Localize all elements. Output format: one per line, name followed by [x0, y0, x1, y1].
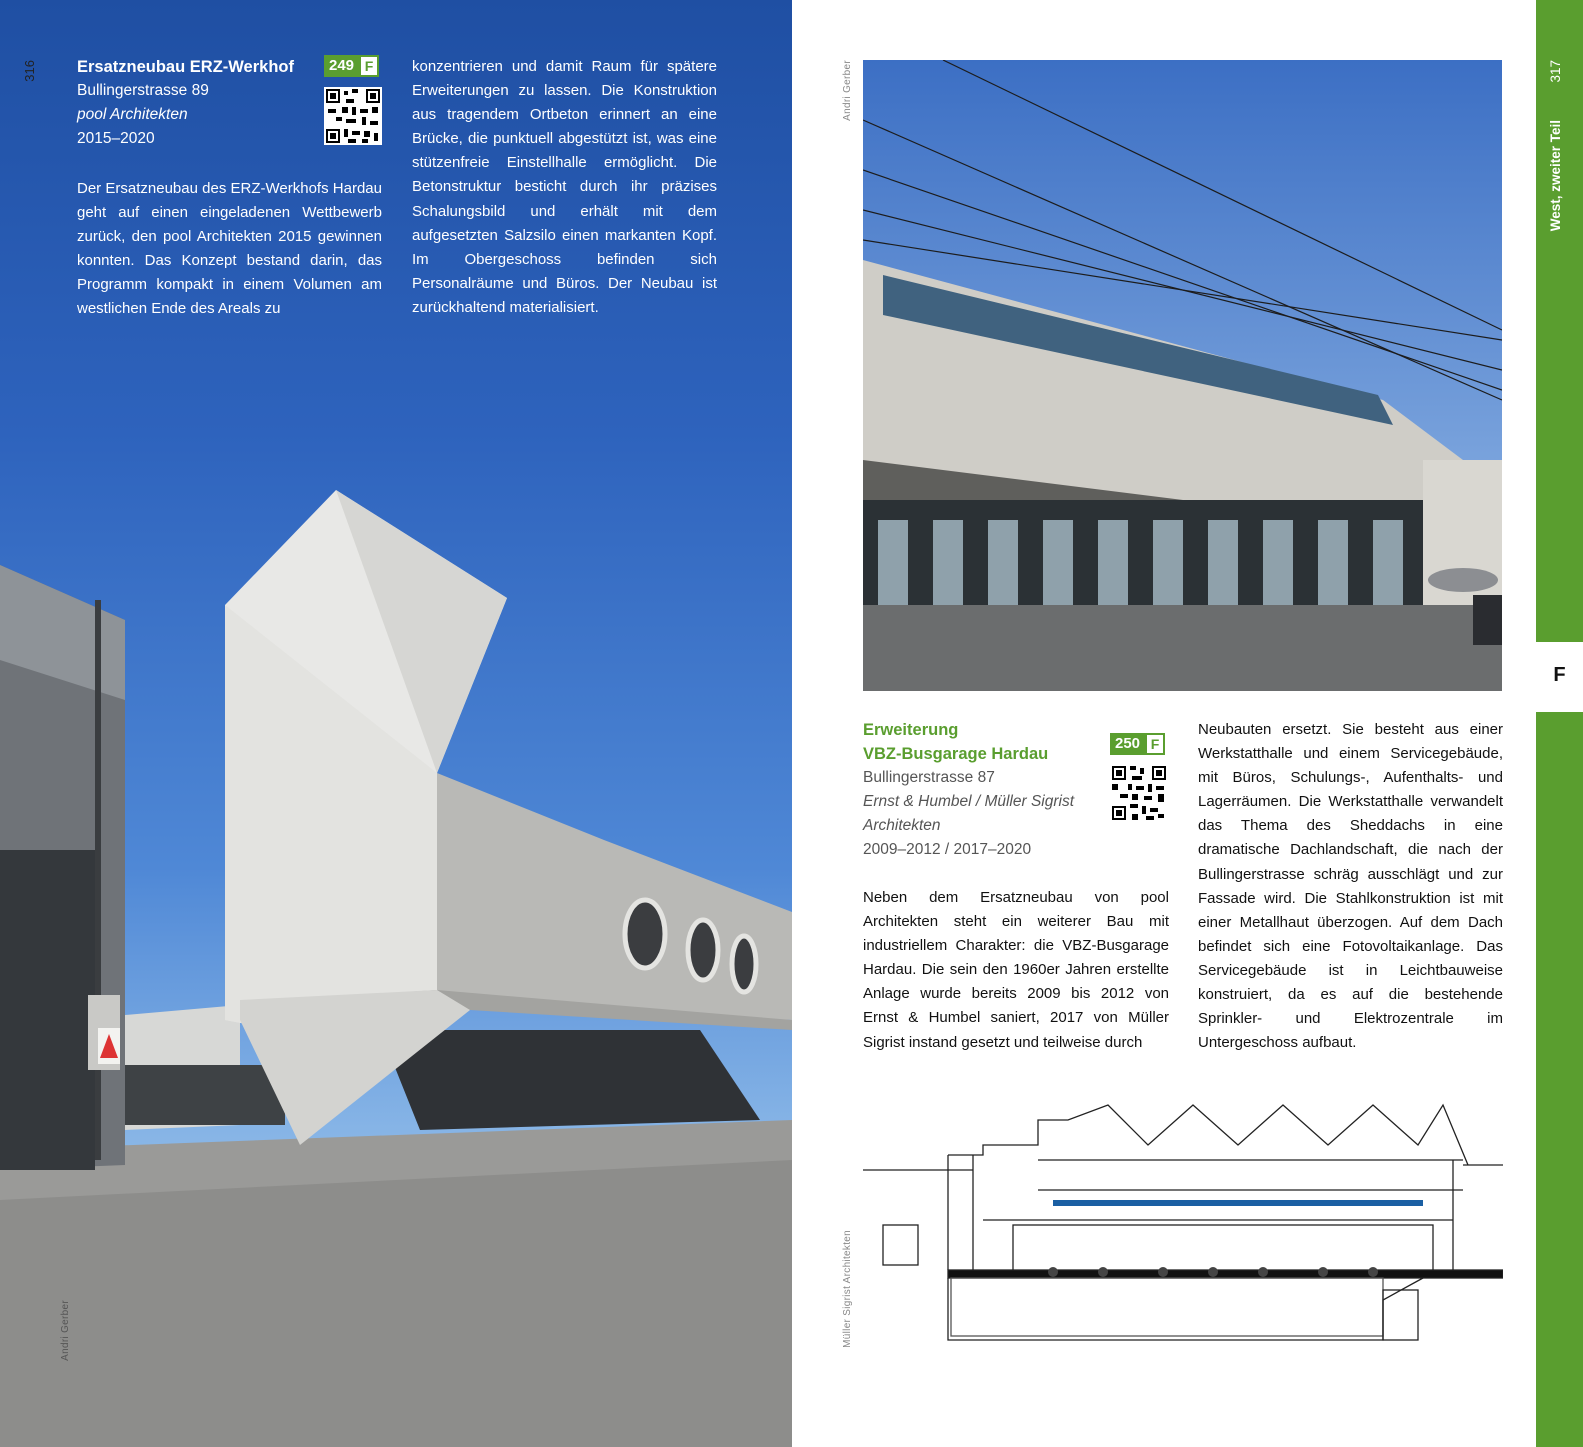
- badge-letter: F: [1145, 733, 1165, 755]
- entry-badge: [1110, 733, 1165, 755]
- badge-number: 249: [324, 55, 359, 77]
- section-tab-bottom: [1536, 712, 1583, 1447]
- photo-credit: Andri Gerber: [60, 1300, 71, 1361]
- entry-header: [863, 718, 1113, 862]
- section-drawing: [863, 1100, 1503, 1380]
- entry-badge: [324, 55, 379, 77]
- entry-title-line2: VBZ-Busgarage Hardau: [863, 745, 1049, 763]
- entry-text-col2: konzentrieren und damit Raum für spätere Erweiterungen zu lassen. Die Konstruktion aus tragendem Ortbeton erinnert an eine Brücke, die punktuell abgestützt ist, was eine stützenfreie Einstellhalle ermöglicht. Die Betonstruktur besticht durch ihr präzises Schalungsbild und erhält mit dem aufgesetzten Salzsilo einen markanten Kopf. Im Obergeschoss befinden sich Personalräume und Büros. Der Neubau ist zurückhaltend materialisiert.: [412, 58, 717, 316]
- entry-header: [77, 55, 317, 151]
- section-letter: F: [1553, 664, 1566, 686]
- qr-code-icon[interactable]: [324, 87, 382, 145]
- right-page: [792, 0, 1583, 1447]
- entry-years: 2015–2020: [77, 130, 155, 147]
- entry-text-col1: Neben dem Ersatzneubau von pool Architekten steht ein weiterer Bau mit industriellem Charakter: die VBZ-Busgarage Hardau. Die sein den 1960er Jahren erstellte Anlage wurde bereits 2009 bis 2012 von Ernst & Humbel saniert, 2017 von Müller Sigrist instand gesetzt und teilweise durch: [863, 889, 1169, 1051]
- entry-years: 2009–2012 / 2017–2020: [863, 841, 1032, 858]
- entry-title: Ersatzneubau ERZ-Werkhof: [77, 58, 294, 76]
- entry-address: Bullingerstrasse 89: [77, 82, 209, 99]
- entry-title-line1: Erweiterung: [863, 721, 959, 739]
- page-number: 317: [1548, 60, 1563, 83]
- entry-architect-line2: Architekten: [863, 817, 941, 834]
- entry-architect: pool Architekten: [77, 106, 188, 123]
- badge-letter: F: [359, 55, 379, 77]
- qr-code-icon[interactable]: [1110, 764, 1168, 822]
- entry-text-col1: Der Ersatzneubau des ERZ-Werkhofs Hardau geht auf einen eingeladenen Wettbewerb zurück, den pool Architekten 2015 gewinnen konnten. Das Konzept bestand darin, das Programm kompakt in einem Volumen am westlichen Ende des Areals zu: [77, 180, 382, 318]
- badge-number: 250: [1110, 733, 1145, 755]
- plan-credit: Müller Sigrist Architekten: [842, 1230, 853, 1348]
- photo-credit: Andri Gerber: [842, 60, 853, 121]
- page-number: 316: [22, 60, 37, 82]
- entry-address: Bullingerstrasse 87: [863, 769, 995, 786]
- section-label: West, zweiter Teil: [1548, 120, 1563, 232]
- entry-architect-line1: Ernst & Humbel / Müller Sigrist: [863, 793, 1075, 810]
- busgarage-photo: [863, 60, 1502, 691]
- entry-text-col2: Neubauten ersetzt. Sie besteht aus einer Werkstatthalle und einem Servicegebäude, mit Büros, Schulungs-, Aufenthalts- und Lagerräumen. Die Werkstatthalle verwandelt das Thema des Sheddachs in eine dramatische Dachlandschaft, die nach der Bullingerstrasse schräg ausschlägt und zur Fassade wird. Die Stahlkonstruktion ist mit einer Metallhaut überzogen. Auf dem Dach befindet sich eine Fotovoltaikanlage. Das Servicegebäude ist in Leichtbauweise konstruiert, da es auf die bestehende Sprinkler- und Elektrozentrale im Untergeschoss aufbaut.: [1198, 721, 1503, 1052]
- section-tab-top: [1536, 0, 1583, 642]
